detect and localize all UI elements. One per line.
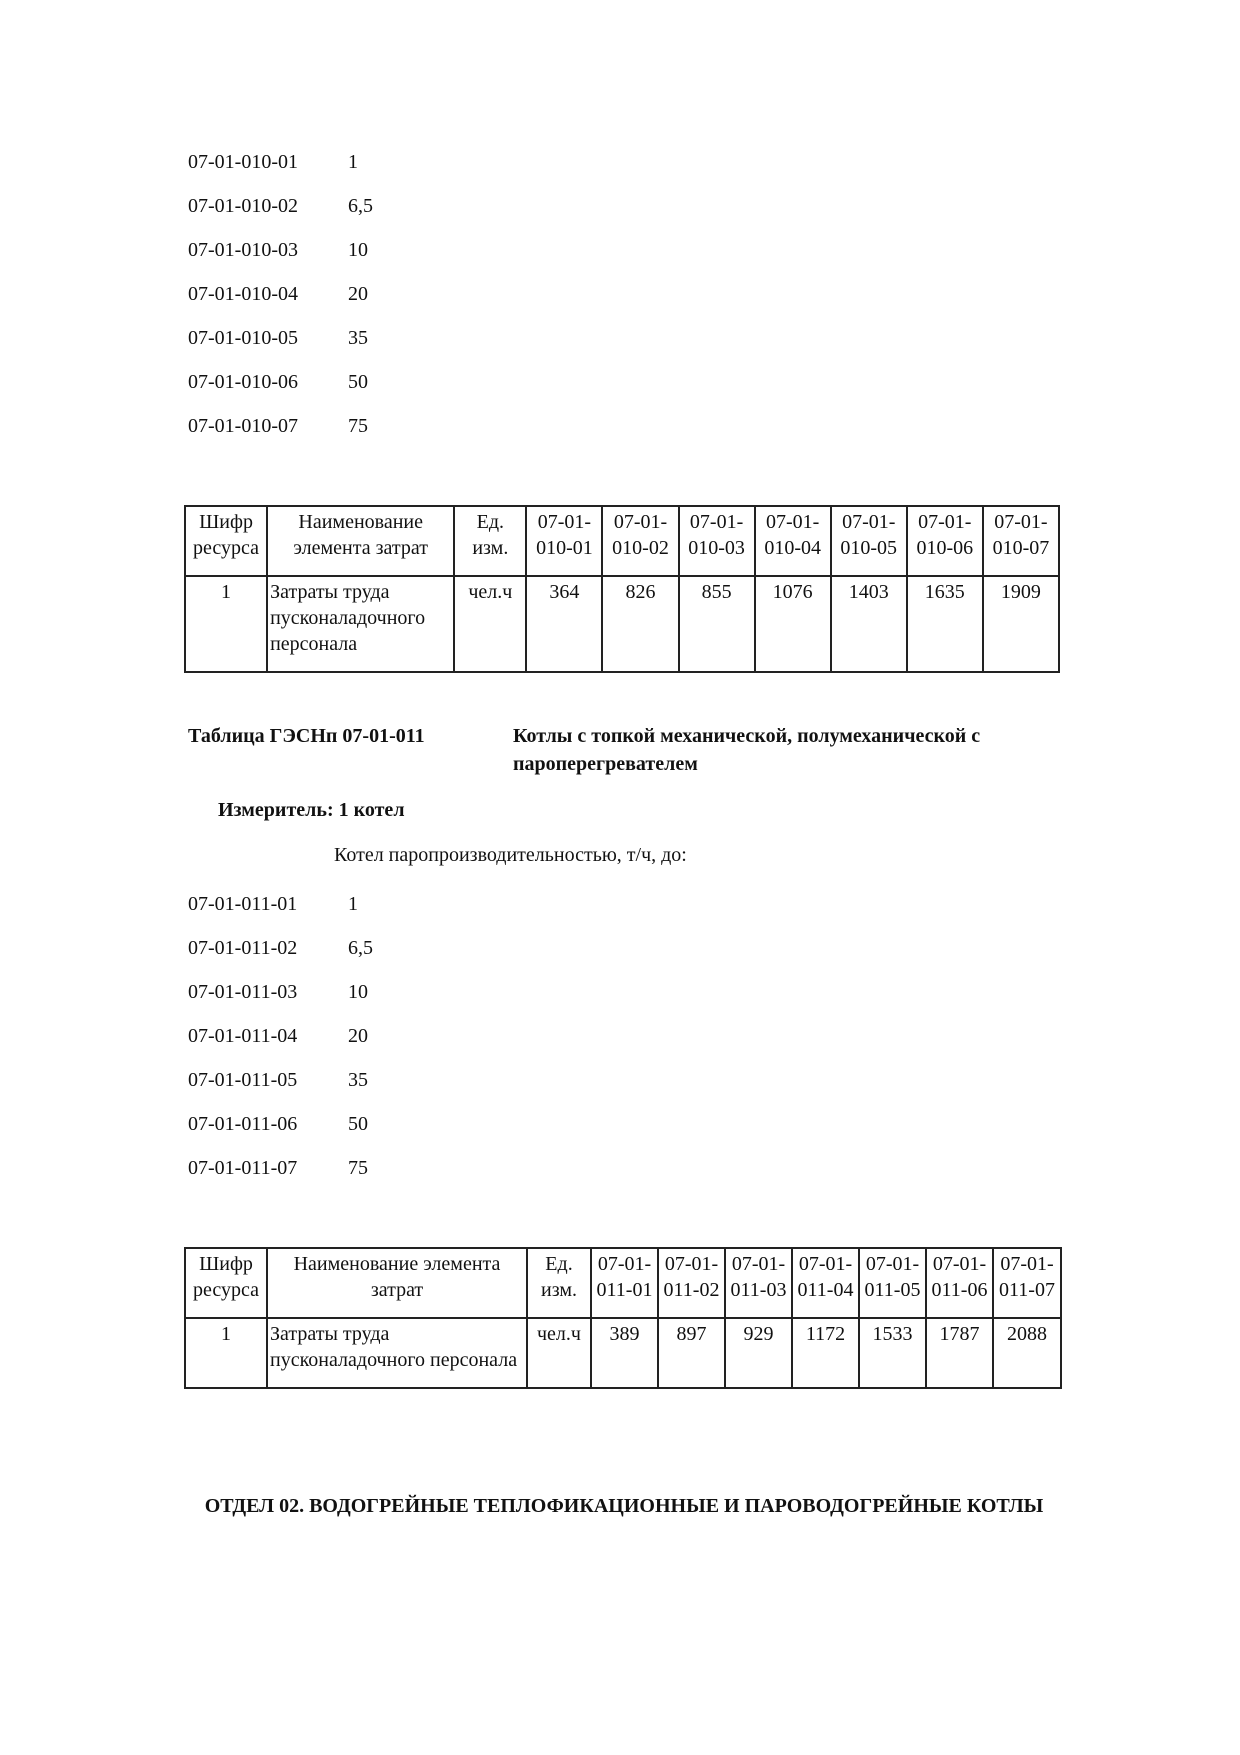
resource-table-011: [184, 1247, 1062, 1389]
list-value: 35: [348, 326, 368, 349]
header-cell: Шифр ресурса: [185, 506, 267, 576]
header-cell: 07-01-011-06: [926, 1248, 993, 1318]
value-cell: 826: [602, 576, 678, 672]
value-cell: 1787: [926, 1318, 993, 1388]
list-code: 07-01-011-03: [188, 980, 298, 1003]
list-value: 50: [348, 370, 368, 393]
resource-code-cell: 1: [185, 576, 267, 672]
list-code: 07-01-010-07: [188, 414, 298, 437]
list-item: [188, 184, 373, 228]
value-cell: 929: [725, 1318, 792, 1388]
value-cell: 2088: [993, 1318, 1061, 1388]
list-item: [188, 272, 373, 316]
list-value: 1: [348, 150, 358, 173]
header-cell: 07-01-010-05: [831, 506, 907, 576]
value-cell: 1635: [907, 576, 983, 672]
meter-label: Измеритель: 1 котел: [218, 799, 405, 821]
resource-name-cell: Затраты труда пусконаладочного персонала: [267, 576, 454, 672]
list-value: 20: [348, 282, 368, 305]
resource-table-010: [184, 505, 1060, 673]
list-item: [188, 404, 373, 448]
unit-cell: чел.ч: [454, 576, 526, 672]
header-cell: 07-01-010-03: [679, 506, 755, 576]
code-list-011: [188, 882, 373, 1190]
table-label: Таблица ГЭСНп 07-01-011: [188, 725, 425, 747]
list-value: 10: [348, 238, 368, 261]
value-cell: 1909: [983, 576, 1059, 672]
list-code: 07-01-010-01: [188, 150, 298, 173]
list-value: 6,5: [348, 194, 373, 217]
code-list-010: [188, 140, 373, 448]
list-subtitle: Котел паропроизводительностью, т/ч, до:: [334, 844, 687, 866]
table-header-row: [185, 1248, 1061, 1318]
list-code: 07-01-010-04: [188, 282, 298, 305]
list-code: 07-01-011-04: [188, 1024, 298, 1047]
header-cell: Наименование элемента затрат: [267, 1248, 527, 1318]
list-item: [188, 1146, 373, 1190]
list-value: 50: [348, 1112, 368, 1135]
value-cell: 1076: [755, 576, 831, 672]
list-code: 07-01-011-02: [188, 936, 298, 959]
header-cell: 07-01-011-02: [658, 1248, 725, 1318]
list-item: [188, 1058, 373, 1102]
header-cell: 07-01-010-07: [983, 506, 1059, 576]
list-code: 07-01-011-05: [188, 1068, 298, 1091]
list-item: [188, 228, 373, 272]
section-title: ОТДЕЛ 02. ВОДОГРЕЙНЫЕ ТЕПЛОФИКАЦИОННЫЕ И ПАРОВОДОГРЕЙНЫЕ КОТЛЫ: [204, 1495, 1044, 1517]
list-code: 07-01-010-06: [188, 370, 298, 393]
list-item: [188, 1102, 373, 1146]
header-cell: Наименование элемента затрат: [267, 506, 454, 576]
header-cell: 07-01-010-04: [755, 506, 831, 576]
header-cell: 07-01-011-07: [993, 1248, 1061, 1318]
list-item: [188, 140, 373, 184]
list-value: 75: [348, 1156, 368, 1179]
list-value: 10: [348, 980, 368, 1003]
resource-code-cell: 1: [185, 1318, 267, 1388]
header-cell: 07-01-011-03: [725, 1248, 792, 1318]
list-item: [188, 926, 373, 970]
list-value: 6,5: [348, 936, 373, 959]
list-item: [188, 316, 373, 360]
list-code: 07-01-011-01: [188, 892, 298, 915]
list-item: [188, 970, 373, 1014]
list-item: [188, 1014, 373, 1058]
table-row: [185, 576, 1059, 672]
header-cell: Ед. изм.: [454, 506, 526, 576]
unit-cell: чел.ч: [527, 1318, 591, 1388]
value-cell: 1403: [831, 576, 907, 672]
list-value: 20: [348, 1024, 368, 1047]
resource-name-cell: Затраты труда пусконаладочного персонала: [267, 1318, 527, 1388]
table-title: Котлы с топкой механической, полумеханической с пароперегревателем: [513, 725, 981, 775]
list-code: 07-01-011-06: [188, 1112, 298, 1135]
value-cell: 389: [591, 1318, 658, 1388]
header-cell: 07-01-010-02: [602, 506, 678, 576]
list-value: 1: [348, 892, 358, 915]
list-code: 07-01-010-02: [188, 194, 298, 217]
list-value: 35: [348, 1068, 368, 1091]
header-cell: 07-01-010-06: [907, 506, 983, 576]
header-cell: Шифр ресурса: [185, 1248, 267, 1318]
table-header-row: [185, 506, 1059, 576]
header-cell: 07-01-010-01: [526, 506, 602, 576]
table-row: [185, 1318, 1061, 1388]
list-item: [188, 882, 373, 926]
list-code: 07-01-010-03: [188, 238, 298, 261]
header-cell: Ед. изм.: [527, 1248, 591, 1318]
list-value: 75: [348, 414, 368, 437]
value-cell: 364: [526, 576, 602, 672]
value-cell: 897: [658, 1318, 725, 1388]
header-cell: 07-01-011-05: [859, 1248, 926, 1318]
list-code: 07-01-011-07: [188, 1156, 298, 1179]
value-cell: 855: [679, 576, 755, 672]
value-cell: 1172: [792, 1318, 859, 1388]
list-item: [188, 360, 373, 404]
header-cell: 07-01-011-01: [591, 1248, 658, 1318]
value-cell: 1533: [859, 1318, 926, 1388]
header-cell: 07-01-011-04: [792, 1248, 859, 1318]
list-code: 07-01-010-05: [188, 326, 298, 349]
